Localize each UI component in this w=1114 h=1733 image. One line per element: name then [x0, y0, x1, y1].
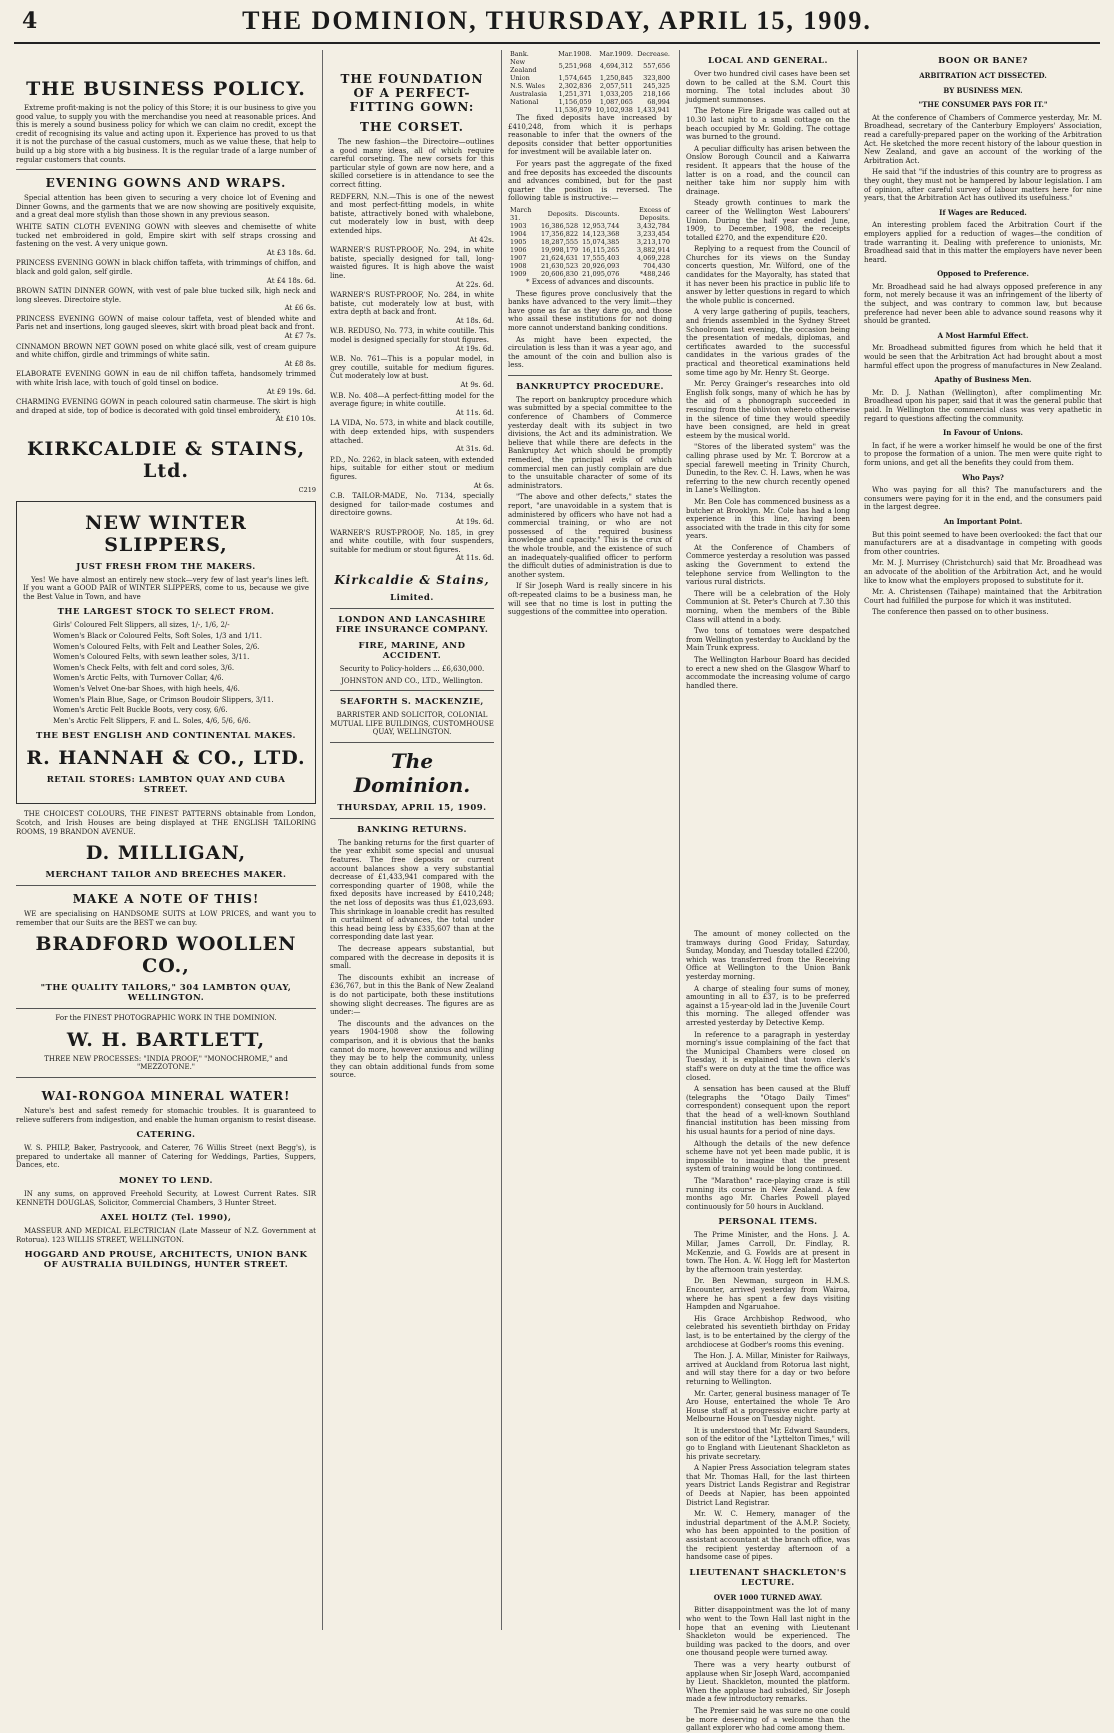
column-5-6 — [864, 50, 1102, 1630]
bartlett-logo: W. H. BARTLETT, — [66, 1028, 266, 1051]
column-rule — [501, 50, 502, 1630]
masthead — [14, 6, 1100, 44]
boon-heading: BOON OR BANE? — [938, 56, 1028, 66]
small-ads — [16, 1083, 316, 1274]
milligan-logo: D. MILLIGAN, — [85, 842, 247, 865]
insurance-heading: LONDON AND LANCASHIRE FIRE INSURANCE COMPANY. — [335, 614, 489, 635]
table-row: 1904 17,356,822 14,123,368 3,233,454 — [510, 229, 670, 238]
divider — [508, 375, 672, 376]
divider — [16, 1077, 316, 1078]
right-columns — [864, 50, 1102, 620]
list-item: PRINCESS EVENING GOWN in black chiffon taffeta, with trimmings of chiffon, and black and gold galon, self girdle. At £4 18s. 6d. — [16, 259, 316, 285]
column-2: THE FOUNDATION OF A PERFECT-FITTING GOWN: THE CORSET. The new fashion—the Directoire—outlines a good many ideas, all of which require careful corseting. The new corsets for this particular style of gown are now here, and a skilled corsetiere is in attendance to see the correct fitting. REDFERN, N.N.—This is one of the newest and most perfect-fitting models, in white batiste, attractively boned with whalebone, cut moderately low in bust, with deep extended hips. At 42s. WARNER'S RUST-PROOF, No. 294, in white batiste, specially designed for tall, long-waisted figures. It is high above the waist line. At 22s. 6d. WARNER'S RUST-PROOF, No. 284, in white batiste, cut moderately low at bust, with extra depth at back and front. At 18s. 6d. W.B. REDUSO, No. 773, in white coutille. This model is designed specially for stout figures. At 19s. 6d. W.B. No. 761—This is a popular model, in grey coutille, suitable for medium figures. Cut moderately low at bust. At 9s. 6d. W.B. No. 408—A perfect-fitting model for the average figure; in white coutille. At 11s. 6d. LA VIDA, No. 573, in white and black coutille, with deep extended hips, with suspenders attached. At 31s. 6d. P.D., No. 2262, in black sateen, with extended hips, suitable for either stout or medium figures. At 6s. C.B. TAILOR-MADE, No. 7134, specially designed for tailor-made costumes and directoire gowns. At 19s. 6d. WARNER'S RUST-PROOF, No. 185, in grey and white coutille, with four suspenders, suitable for medium or stout figures. At 11s. 6d. Kirkcaldie & Stains, Limited. LONDON AND LANCASHIRE FIRE INSURANCE COMPANY. FIRE, MARINE, AND ACCIDENT. Security to Policy-holders ... £6,630,000. JOHNSTON AND CO., LTD., Wellington. SEAFORTH S. MACKENZIE, BARRISTER AND SOLICITOR, COLONIAL MUTUAL LIFE BUILDINGS, CUSTOMHOUSE QUAY, WELLINGTON. The Dominion. THURSDAY, APRIL 15, 1909. BANKING RETURNS. The banking returns for the first quarter of the year exhibit some special and unusual features. The free deposits or current account balances show a very substantial decrease of £1,433,941 compared with the corresponding quarter of 1908, while the fixed deposits have increased by £410,248; the net loss of deposits was thus £1,023,693. This shrinkage in loanable credit has resulted in curtailment of advances, the total under this head being less by £335,607 than at the corresponding date last year. The decrease appears substantial, but compared with the decrease in deposits it is small. The discounts exhibit an increase of £36,767, but in this the Bank of New Zealand is do not participate, both these institutions showing slight decreases. The figures are as under:— The discounts and the advances on the years 1904-1908 show the following comparison, and it is obvious that the banks cannot do more, however anxious and willing they may be to help the community, unless they can obtain additional funds from some source. — [330, 72, 494, 1080]
column-5: BOON OR BANE? ARBITRATION ACT DISSECTED. BY BUSINESS MEN. "THE CONSUMER PAYS FOR IT." At the conference of Chambers of Commerce yesterday, Mr. M. Broadhead, secretary of the Canterbury Employers' Association, read a carefully-prepared paper on the working of the Arbitration Act. He sketched the more recent history of the labour question in New Zealand, and gave an account of the working of the Arbitration Act. He said that "if the industries of this country are to progress as they ought, they must not be hampered by labour legislation. I am of opinion, after careful survey of labour matters here for nine years, that the Arbitration Act has outlived its usefulness." If Wages are Reduced. An interesting problem faced the Arbitration Court if the employers applied for a reduction of wages—the condition of trade warranting it. Dealing with preference to unionists, Mr. Broadhead said that in this matter the employers have never been heard. Opposed to Preference. Mr. Broadhead said he had always opposed preference in any form, not merely because it was an infringement of the liberty of the subject, and was contrary to common law, but because preference had never been able to advance sound reasons why it should be granted. A Most Harmful Effect. Mr. Broadhead submitted figures from which he held that it would be seen that the Arbitration Act had brought about a most harmful effect upon the progress of manufactures in New Zealand. Apathy of Business Men. Mr. D. J. Nathan (Wellington), after complimenting Mr. Broadhead upon his paper, said that it was the general public that paid. In Wellington the commercial class was very apathetic in regard to questions affecting the community. In Favour of Unions. In fact, if he were a worker himself he would be one of the first to propose the formation of a union. The men were quite right to form unions, and get all the benefits they could from them. Who Pays? Who was paying for all this? The manufacturers and the consumers were paying for it in the end, and the consumers paid in the largest degree. An Important Point. But this point seemed to have been overlooked: the fact that our manufacturers are at a disadvantage in competing with goods from other countries. Mr. M. J. Murrisey (Christchurch) said that Mr. Broadhead was an advocate of the abolition of the Arbitration Act, and he would like to know what the employers proposed to substitute for it. Mr. A. Christensen (Taihape) maintained that the Arbitration Court had fulfilled the purpose for which it was instituted. The conference then passed on to other business. — [864, 56, 1102, 617]
small-ads-left: WAI-RONGOA MINERAL WATER! Nature's best and safest remedy for stomachic troubles. It is guaranteed to relieve sufferers from indigestion, and enable the human organism to resist disease. CATERING. W. S. PHILP, Baker, Pastrycook, and Caterer, 76 Willis Street (next Begg's), is prepared to undertake all manner of Catering for Weddings, Parties, Suppers, Dances, etc. MONEY TO LEND. IN any sums, on approved Freehold Security, at Lowest Current Rates. SIR KENNETH DOUGLAS, Solicitor, Commercial Chambers, 3 Hunter Street. AXEL HOLTZ (Tel. 1990), MASSEUR AND MEDICAL ELECTRICIAN (Late Masseur of N.Z. Government at Rotorua). 123 WILLIS STREET, WELLINGTON. HOGGARD AND PROUSE, ARCHITECTS, UNION BANK OF AUSTRALIA BUILDINGS, HUNTER STREET. — [16, 1089, 316, 1271]
table-row: 1905 18,287,555 15,074,385 3,213,170 — [510, 237, 670, 246]
list-item: Women's Plain Blue, Sage, or Crimson Boudoir Slippers, 3/11. — [53, 695, 274, 704]
deposits-table: Bank. Mar.1908. Mar.1909. Decrease. New Zealand 5,251,968 4,694,312 557,656 Union 1,574,645 1,250,845 323,800 N.S. Wales 2,302,836 2,057,511 245,325 Australasia 1,251,371 1,033,205 218,166 National 1,156,059 1,087,065 68,994 11,536,879 10,102,938 1,433,941 — [510, 50, 670, 114]
divider — [16, 1008, 316, 1009]
table-row: 1908 21,630,523 20,926,093 704,430 — [510, 261, 670, 270]
corset-list — [330, 193, 494, 563]
list-item: Women's Black or Coloured Felts, Soft Soles, 1/3 and 1/11. — [53, 631, 263, 640]
list-item: PRINCESS EVENING GOWN of maise colour taffeta, vest of blended white and Paris net and insertions, long gauged sleeves, skirt with broad pleat back and front. At £7 7s. — [16, 314, 316, 341]
table-row: 11,536,879 10,102,938 1,433,941 — [554, 106, 670, 114]
table-row: Australasia 1,251,371 1,033,205 218,166 — [510, 90, 670, 98]
slipper-list — [23, 621, 309, 725]
column-1: THE BUSINESS POLICY. Extreme profit-making is not the policy of this Store; it is our business to give you good value, to supply you with the merchandise you need at reasonable prices. And this is merely a sound business policy for which we can claim no credit, except the credit of recognising its value and acting upon it. Experience has proved to us that it is not the purchase of the casual customers, much as we value these, that help to build up a big store with a big business. It is the regular trade of a large number of regular customers that counts. EVENING GOWNS AND WRAPS. Special attention has been given to securing a very choice lot of Evening and Dinner Gowns, and the garments that we are now showing are positively exquisite, and a great deal more stylish than those shown in any previous season. WHITE SATIN CLOTH EVENING GOWN with sleeves and chemisette of white tucked net embroidered in gold, Empire skirt with self straps crossing and fastening on the vest. A very unique gown. At £3 18s. 6d. PRINCESS EVENING GOWN in black chiffon taffeta, with trimmings of chiffon, and black and gold galon, self girdle. At £4 18s. 6d. BROWN SATIN DINNER GOWN, with vest of pale blue tucked silk, high neck and long sleeves. Directoire style. At £6 6s. PRINCESS EVENING GOWN of maise colour taffeta, vest of blended white and Paris net and insertions, long gauged sleeves, skirt with broad pleat back and front. At £7 7s. CINNAMON BROWN NET GOWN posed on white glacé silk, vest of cream guipure and white chiffon, girdle and trimmings of white satin. At £8 8s. ELABORATE EVENING GOWN in eau de nil chiffon taffeta, handsomely trimmed with white Irish lace, with touch of gold tinsel on bodice. At £9 19s. 6d. CHARMING EVENING GOWN in peach coloured satin charmeuse. The skirt is high and draped at side, top of bodice is decorated with gold tinsel embroidery. At £10 10s. KIRKCALDIE & STAINS, Ltd. C219 NEW WINTER SLIPPERS, JUST FRESH FROM THE MAKERS. Yes! We have almost an entirely new stock—very few of last year's lines left. If you want a GOOD PAIR of WINTER SLIPPERS, come to us, because we give the Best Value in Town, and have THE LARGEST STOCK TO SELECT FROM. Girls' Coloured Felt Slippers, all sizes, 1/-, 1/6, 2/- Women's Black or Coloured Felts, Soft Soles, 1/3 and 1/11. Women's Coloured Felts, with Felt and Leather Soles, 2/6. Women's Coloured Felts, with sewn leather soles, 3/11. Women's Check Felts, with felt and cord soles, 3/6. Women's Arctic Felts, with Turnover Collar, 4/6. Women's Velvet One-bar Shoes, with high heels, 4/6. Women's Plain Blue, Sage, or Crimson Boudoir Slippers, 3/11. Women's Arctic Felt Buckle Boots, very cosy, 6/6. Men's Arctic Felt Slippers, F. and L. Soles, 4/6, 5/6, 6/6. THE BEST ENGLISH AND CONTINENTAL MAKES. R. HANNAH & CO., LTD. RETAIL STORES: LAMBTON QUAY AND CUBA STREET. THE CHOICEST COLOURS, THE FINEST PATTERNS obtainable from London, Scotch, and Irish Houses are being displayed at THE ENGLISH TAILORING ROOMS, 19 BRANDON AVENUE. D. MILLIGAN, MERCHANT TAILOR AND BREECHES MAKER. MAKE A NOTE OF THIS! WE are specialising on HANDSOME SUITS at LOW PRICES, and want you to remember that our Suits are the BEST we can buy. BRADFORD WOOLLEN CO., "THE QUALITY TAILORS," 304 LAMBTON QUAY, WELLINGTON. For the FINEST PHOTOGRAPHIC WORK IN THE DOMINION. W. H. BARTLETT, THREE NEW PROCESSES: "INDIA PROOF," "MONOCHROME," and "MEZZOTONE." WAI-RONGOA MINERAL WATER! Nature's best and safest remedy for stomachic troubles. It is guaranteed to relieve sufferers from indigestion, and enable the human organism to resist disease. CATERING. W. S. PHILP, Baker, Pastrycook, and Caterer, 76 Willis Street (next Begg's), is prepared to undertake all manner of Catering for Weddings, Parties, Suppers, Dances, etc. MONEY TO LEND. IN any sums, on approved Freehold Security, at Lowest Current Rates. SIR KENNETH DOUGLAS, Solicitor, Commercial Chambers, 3 Hunter Street. AXEL HOLTZ (Tel. 1990), MASSEUR AND MEDICAL ELECTRICIAN (Late Masseur of N.Z. Government at Rotorua). 123 WILLIS STREET, WELLINGTON. HOGGARD AND PROUSE, ARCHITECTS, UNION BANK OF AUSTRALIA BUILDINGS, HUNTER STREET. — [16, 50, 316, 1630]
seaforth-heading: SEAFORTH S. MACKENZIE, — [340, 697, 484, 708]
list-item: Women's Velvet One-bar Shoes, with high heels, 4/6. — [53, 684, 240, 693]
list-item: ELABORATE EVENING GOWN in eau de nil chiffon taffeta, handsomely trimmed with white Irish lace, with touch of gold tinsel on bodice. At £9 19s. 6d. — [16, 370, 316, 396]
business-policy-text: Extreme profit-making is not the policy of this Store; it is our business to give you good value, to supply you with the merchandise you need at reasonable prices. And this is merely a sound business policy for which we can claim no credit, except the credit of recognising its value and acting upon it. Experience has proved to us that it is not the purchase of the casual customers, much as we value these, that help to build up a big store with a big business. It is the regular trade of a large number of regular customers that counts. — [16, 104, 316, 164]
table-row: New Zealand 5,251,968 4,694,312 557,656 — [510, 58, 670, 74]
list-item: WHITE SATIN CLOTH EVENING GOWN with sleeves and chemisette of white tucked net embroidered in gold, Empire skirt with self straps crossing and fastening on the vest. A very unique gown. At £3 18s. 6d. — [16, 222, 316, 257]
page-number: 4 — [22, 8, 38, 34]
list-item: REDFERN, N.N.—This is one of the newest and most perfect-fitting models, in white batiste, attractively boned with whalebone, cut moderately low in bust, with deep extended hips. At 42s. — [330, 192, 494, 244]
list-item: LA VIDA, No. 573, in white and black coutille, with deep extended hips, with suspenders attached. At 31s. 6d. — [330, 419, 494, 454]
table-row: 1909 20,606,830 21,095,076 *488,246 — [510, 269, 670, 278]
list-item: Women's Coloured Felts, with sewn leather soles, 3/11. — [53, 653, 250, 662]
list-item: CINNAMON BROWN NET GOWN posed on white glacé silk, vest of cream guipure and white chiffon, girdle and trimmings of white satin. At £8 8s. — [16, 342, 316, 368]
table-row: National 1,156,059 1,087,065 68,994 — [510, 98, 670, 106]
column-3: Bank. Mar.1908. Mar.1909. Decrease. New Zealand 5,251,968 4,694,312 557,656 Union 1,574,645 1,250,845 323,800 N.S. Wales 2,302,836 2,057,511 245,325 Australasia 1,251,371 1,033,205 218,166 National 1,156,059 1,087,065 68,994 11,536,879 10,102,938 1,433,941 The fixed deposits have increased by £410,248, from which it is perhaps reasonable to infer that the owners of the deposits consider that better opportunities for investment will be available later on. For years past the aggregate of the fixed and free deposits has exceeded the discounts and advances combined, but for the past quarter the position is reversed. The following table is instructive:— March 31. Deposits. Discounts. Excess of Deposits. 1903 16,386,528 12,953,744 3,432,784 1904 17,356,822 14,123,368 3,233,454 1905 18,287,555 15,074,385 3,213,170 1906 19,998,179 16,115,265 3,882,914 1907 21,624,631 17,555,403 4,069,228 1908 21,630,523 20,926,093 704,430 1909 20,606,830 21,095,076 *488,246 * Excess of advances and discounts. These figures prove conclusively that the banks have advanced to the very limit—they have gone as far as they dare go, and those who assail these institutions for not doing more cannot understand banking conditions. As might have been expected, the circulation is less than it was a year ago, and the amount of the coin and bullion also is less. BANKRUPTCY PROCEDURE. The report on bankruptcy procedure which was submitted by a special committee to the conference of Chambers of Commerce yesterday dealt with its subject in two divisions, the Act and its administration. We believe that while there are defects in the Bankruptcy Act which should be promptly remedied, the principal evils of which commercial men can justly complain are due to the unsuitable character of some of its administrators. "The above and other defects," states the report, "are unavoidable in a system that is administered by officers who have not had a commercial training, or who are not possessed of the required business knowledge and capacity." This is the crux of the whole trouble, and the existence of such an inadequately-qualified officer to perform the difficult duties of administration is due to another system. If Sir Joseph Ward is really sincere in his oft-repeated claims to be a business man, he will see that no time is lost in putting the suggestions of the committee into operation. — [508, 50, 672, 617]
hannah-logo: R. HANNAH & CO., LTD. — [26, 747, 306, 770]
column-rule — [322, 50, 323, 1630]
lecture-heading: LIEUTENANT SHACKLETON'S LECTURE. — [689, 1567, 847, 1588]
list-item: C.B. TAILOR-MADE, No. 7134, specially designed for tailor-made costumes and directoire gowns. At 19s. 6d. — [330, 492, 494, 526]
dominion-nameplate: The Dominion. — [353, 748, 471, 797]
gown-list — [16, 223, 316, 424]
corset-heading: THE FOUNDATION OF A PERFECT-FITTING GOWN: — [340, 72, 484, 114]
ad-code: C219 — [298, 486, 316, 494]
list-item: Girls' Coloured Felt Slippers, all sizes, 1/-, 1/6, 2/- — [53, 621, 230, 630]
evening-gowns-text: Special attention has been given to securing a very choice lot of Evening and Dinner Gowns, and the garments that we are now showing are positively exquisite, and a great deal more stylish than those shown in any previous season. — [16, 194, 316, 220]
list-item: Women's Arctic Felts, with Turnover Collar, 4/6. — [53, 674, 224, 683]
personal-heading: PERSONAL ITEMS. — [718, 1217, 818, 1228]
list-item: Women's Check Felts, with felt and cord soles, 3/6. — [53, 663, 235, 672]
divider — [330, 690, 494, 691]
slippers-heading: NEW WINTER SLIPPERS, — [85, 511, 247, 556]
kirkcaldie-logo-2: Kirkcaldie & Stains, — [334, 572, 490, 587]
column-4-lower: The amount of money collected on the tramways during Good Friday, Saturday, Sunday, Monday, and Tuesday totalled £2200, which was transferred from the Receiving Office at Wellington to the Union Bank yesterday morning. A charge of stealing four sums of money, amounting in all to £37, is to be preferred against a 15-year-old lad in the Juvenile Court this morning. The alleged offender was arrested yesterday by Detective Kemp. In reference to a paragraph in yesterday morning's issue complaining of the fact that the Municipal Chambers were closed on Tuesday, it is explained that town clerk's staff's were on duty at the time the office was closed. A sensation has been caused at the Bluff (telegraphs the "Otago Daily Times" correspondent) consequent upon the report that the head of a well-known Southland financial institution has been missing from his usual haunts for a period of nine days. Although the details of the new defence scheme have not yet been made public, it is impossible to imagine that the present system of training would be long continued. The "Marathon" race-playing craze is still running its course in New Zealand. A few months ago Mr. Charles Powell played continuously for 50 hours in Auckland. PERSONAL ITEMS. The Prime Minister, and the Hons. J. A. Millar, James Carroll, Dr. Findlay, R. McKenzie, and G. Fowlds are at present in town. The Hon. A. W. Hogg left for Masterton by the afternoon train yesterday. Dr. Ben Newman, surgeon in H.M.S. Encounter, arrived yesterday from Wairoa, where he has spent a few days visiting Hampden and Ngaruahoe. His Grace Archbishop Redwood, who celebrated his seventieth birthday on Friday last, is to be entertained by the clergy of the archdiocese at Godber's rooms this evening. The Hon. J. A. Millar, Minister for Railways, arrived at Auckland from Rotorua last night, and will stay there for a day or two before returning to Wellington. Mr. Carter, general business manager of Te Aro House, entertained the whole Te Aro House staff at a progressive euchre party at Melbourne House on Tuesday night. It is understood that Mr. Edward Saunders, son of the editor of the "Lyttelton Times," will go to England with Lieutenant Shackleton as his private secretary. A Napier Press Association telegram states that Mr. Thomas Hall, for the last thirteen years District Lands Registrar and Registrar of Deeds at Napier, has been appointed District Land Registrar. Mr. W. C. Hemery, manager of the industrial department of the A.M.P. Society, who has been appointed to the position of assistant accountant at the branch office, was the recipient yesterday afternoon of a handsome case of pipes. LIEUTENANT SHACKLETON'S LECTURE. OVER 1000 TURNED AWAY. Bitter disappointment was the lot of many who went to the Town Hall last night in the hope that an evening with Lieutenant Shackleton would be experienced. The building was packed to the doors, and over one thousand people were turned away. There was a very hearty outburst of applause when Sir Joseph Ward, accompanied by Lieut. Shackleton, mounted the platform. When the applause had subsided, Sir Joseph made a few introductory remarks. The Premier said he was sure no one could be more deserving of a welcome than the gallant explorer who had come among them. — [686, 930, 850, 1733]
column-4: LOCAL AND GENERAL. Over two hundred civil cases have been set down to be called at the S.M. Court this morning. The total includes about 30 judgment summonses. The Petone Fire Brigade was called out at 10.30 last night to a small cottage on the beach occupied by Mr. Golding. The cottage was burned to the ground. A peculiar difficulty has arisen between the Onslow Borough Council and a Kaiwarra resident. It appears that the house of the latter is on a road, and the council can neither take him nor supply him with drainage. Steady growth continues to mark the career of the Wellington West Labourers' Union. During the half year ended June, 1909, to December, 1908, the receipts totalled £270, and the expenditure £20. Replying to a request from the Council of Churches for its views on the Sunday concerts question, Mr. Wilford, one of the candidates for the Mayoralty, has stated that it has never been his practice in public life to answer by letter questions in regard to which the whole public is concerned. A very large gathering of pupils, teachers, and friends assembled in the Sydney Street Schoolroom last evening, the occasion being the presentation of medals, diplomas, and certificates awarded to the successful candidates in the various grades of the practical and theoretical examinations held some time ago by Mr. Henry St. George. Mr. Percy Grainger's researches into old English folk songs, many of which he has by the aid of a phonograph succeeded in rescuing from the oblivion whereto otherwise in the silence of time they would speedily have been consigned, are held in great esteem by the musical world. "Stores of the liberated system" was the calling phrase used by Mr. T. Borcrow at a special farewell meeting in Trinity Church, Dunedin, to the Rev. C. H. Laws, when he was referring to the new church recently opened in Lane's Wellington. Mr. Ben Cole has commenced business as a butcher at Brooklyn. Mr. Cole has had a long experience in this line, having been associated with the trade in this city for some years. At the Conference of Chambers of Commerce yesterday a resolution was passed asking the Government to extend the telephone service from Wellington to the various rural districts. There will be a celebration of the Holy Communion at St. Peter's Church at 7.30 this morning, when the members of the Bible Class will attend in a body. Two tons of tomatoes were despatched from Wellington yesterday to Auckland by the Main Trunk express. The Wellington Harbour Board has decided to erect a new shed on the Glasgow Wharf to accommodate the increasing volume of cargo handled there. — [686, 56, 850, 690]
table-row: N.S. Wales 2,302,836 2,057,511 245,325 — [510, 82, 670, 90]
list-item: P.D., No. 2262, in black sateen, with extended hips, suitable for either stout or medium figures. At 6s. — [330, 455, 494, 490]
list-item: Women's Coloured Felts, with Felt and Leather Soles, 2/6. — [53, 642, 260, 651]
slippers-ad: NEW WINTER SLIPPERS, JUST FRESH FROM THE MAKERS. Yes! We have almost an entirely new stock—very few of last year's lines left. If you want a GOOD PAIR of WINTER SLIPPERS, come to us, because we give the Best Value in Town, and have THE LARGEST STOCK TO SELECT FROM. Girls' Coloured Felt Slippers, all sizes, 1/-, 1/6, 2/- Women's Black or Coloured Felts, Soft Soles, 1/3 and 1/11. Women's Coloured Felts, with Felt and Leather Soles, 2/6. Women's Coloured Felts, with sewn leather soles, 3/11. Women's Check Felts, with felt and cord soles, 3/6. Women's Arctic Felts, with Turnover Collar, 4/6. Women's Velvet One-bar Shoes, with high heels, 4/6. Women's Plain Blue, Sage, or Crimson Boudoir Slippers, 3/11. Women's Arctic Felt Buckle Boots, very cosy, 6/6. Men's Arctic Felt Slippers, F. and L. Soles, 4/6, 5/6, 6/6. THE BEST ENGLISH AND CONTINENTAL MAKES. R. HANNAH & CO., LTD. RETAIL STORES: LAMBTON QUAY AND CUBA STREET. — [16, 501, 316, 805]
table-row: 1906 19,998,179 16,115,265 3,882,914 — [510, 245, 670, 254]
dateline: THURSDAY, APRIL 15, 1909. — [337, 802, 487, 813]
bankruptcy-heading: BANKRUPTCY PROCEDURE. — [516, 381, 664, 392]
table-row: Union 1,574,645 1,250,845 323,800 — [510, 74, 670, 82]
milligan-text: THE CHOICEST COLOURS, THE FINEST PATTERNS obtainable from London, Scotch, and Irish Houses are being displayed at THE ENGLISH TAILORING ROOMS, 19 BRANDON AVENUE. — [16, 810, 316, 836]
table-row: 1907 21,624,631 17,555,403 4,069,228 — [510, 253, 670, 262]
list-item: W.B. No. 761—This is a popular model, in grey coutille, suitable for medium figures. Cut moderately low at bust. At 9s. 6d. — [330, 355, 494, 390]
bradford-logo: BRADFORD WOOLLEN CO., — [35, 933, 297, 978]
kirkcaldie-logo: KIRKCALDIE & STAINS, Ltd. — [26, 438, 306, 482]
evening-gowns-heading: EVENING GOWNS AND WRAPS. — [45, 176, 287, 191]
list-item: WARNER'S RUST-PROOF, No. 294, in white batiste, specially designed for tall, long-waisted figures. It is high above the waist line. At 22s. 6d. — [330, 246, 494, 289]
divider — [330, 742, 494, 743]
divider — [330, 818, 494, 819]
column-rule — [679, 50, 680, 1630]
masthead-title: THE DOMINION, THURSDAY, APRIL 15, 1909. — [242, 6, 872, 35]
column-rule — [857, 50, 858, 1630]
business-policy-heading: THE BUSINESS POLICY. — [26, 78, 306, 100]
banking-heading: BANKING RETURNS. — [357, 824, 467, 835]
list-item: Men's Arctic Felt Slippers, F. and L. Soles, 4/6, 5/6, 6/6. — [53, 716, 251, 725]
list-item: CHARMING EVENING GOWN in peach coloured satin charmeuse. The skirt is high and draped at side, top of bodice is decorated with gold tinsel embroidery. At £10 10s. — [16, 398, 316, 424]
note-heading: MAKE A NOTE OF THIS! — [72, 892, 260, 907]
divider — [16, 169, 316, 170]
excess-table: March 31. Deposits. Discounts. Excess of Deposits. 1903 16,386,528 12,953,744 3,432,784 1904 17,356,822 14,123,368 3,233,454 1905 18,287,555 15,074,385 3,213,170 1906 19,998,179 16,115,265 3,882,914 1907 21,624,631 17,555,403 4,069,228 1908 21,630,523 20,926,093 704,430 1909 20,606,830 21,095,076 *488,246 — [510, 205, 670, 278]
list-item: W.B. REDUSO, No. 773, in white coutille. This model is designed specially for stout figures. At 19s. 6d. — [330, 327, 494, 353]
list-item: BROWN SATIN DINNER GOWN, with vest of pale blue tucked silk, high neck and long sleeves. Directoire style. At £6 6s. — [16, 287, 316, 313]
divider — [16, 885, 316, 886]
list-item: WARNER'S RUST-PROOF, No. 185, in grey and white coutille, with four suspenders, suitable for medium or stout figures. At 11s. 6d. — [330, 528, 494, 563]
list-item: Women's Arctic Felt Buckle Boots, very cosy, 6/6. — [53, 706, 228, 715]
list-item: WARNER'S RUST-PROOF, No. 284, in white batiste, cut moderately low at bust, with extra depth at back and front. At 18s. 6d. — [330, 291, 494, 325]
divider — [330, 608, 494, 609]
table-row: 1903 16,386,528 12,953,744 3,432,784 — [510, 221, 670, 230]
list-item: W.B. No. 408—A perfect-fitting model for the average figure; in white coutille. At 11s. 6d. — [330, 391, 494, 417]
local-general-heading: LOCAL AND GENERAL. — [708, 56, 828, 66]
